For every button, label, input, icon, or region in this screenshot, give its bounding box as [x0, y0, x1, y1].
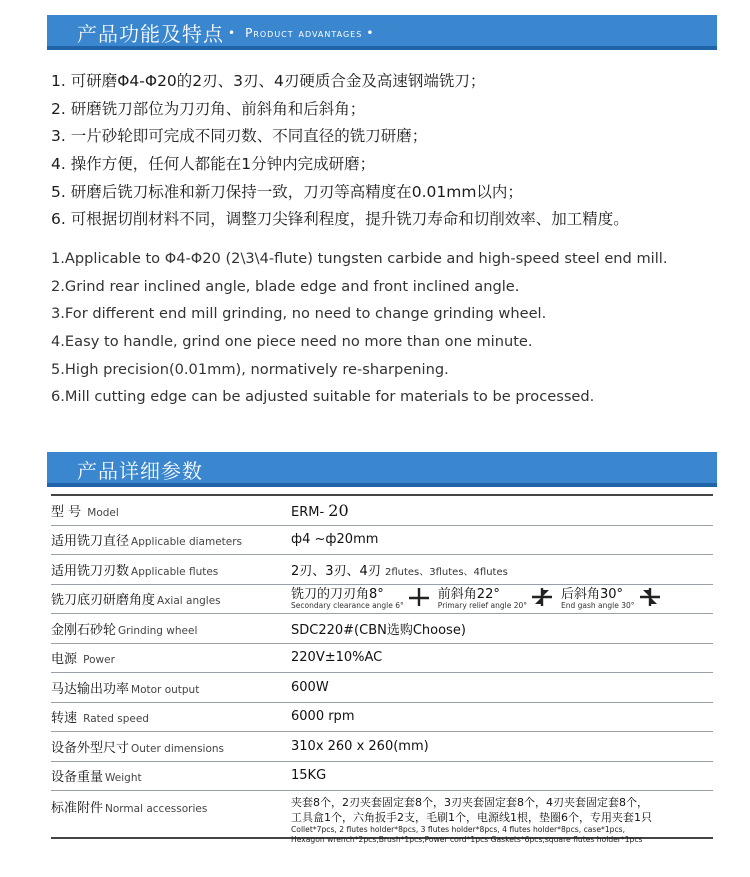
row-value: 600W [291, 679, 329, 695]
specs-title: 产品详细参数 [77, 459, 203, 483]
row-label: 设备重量 Weight [51, 770, 142, 786]
table-row-diameter [51, 526, 713, 556]
list-item: 4. 操作方便，任何人都能在1分钟内完成研磨； [51, 155, 376, 174]
list-item: 3.For different end mill grinding, no need to change grinding wheel. [51, 305, 547, 323]
row-label: 标准附件 Normal accessories [51, 801, 208, 816]
end-mill-gash-icon [639, 587, 661, 611]
list-item: 3. 一片砂轮即可完成不同刃数、不同直径的铣刀研磨； [51, 127, 428, 146]
row-value: 2刃、3刃、4刃 2flutes、3flutes、4flutes [291, 563, 508, 579]
table-row-motor [51, 673, 713, 703]
angle-primary: 前斜角22° Primary relief angle 20° [437, 587, 527, 610]
row-value: 15KG [291, 768, 327, 784]
list-item: 2. 研磨铣刀部位为刀刃角、前斜角和后斜角； [51, 99, 366, 118]
list-item: 5.High precision(0.01mm), normatively re-sharpening. [51, 360, 449, 378]
table-row-flutes [51, 555, 713, 585]
table-row-speed [51, 703, 713, 733]
list-item: 6.Mill cutting edge can be adjusted suitable for materials to be processed. [51, 388, 595, 406]
row-label: 铣刀底刃研磨角度 Axial angles [51, 593, 221, 609]
list-item: 1.Applicable to Φ4-Φ20 (2\3\4-flute) tungsten carbide and high-speed steel end mill. [51, 250, 668, 267]
table-row-dimensions [51, 732, 713, 762]
angle-secondary: 铣刀的刀刃角8° Secondary clearance angle 6° [291, 587, 404, 610]
advantages-banner [47, 15, 717, 50]
angle-gash: 后斜角30° End gash angle 30° [561, 587, 635, 610]
end-mill-cross-icon [408, 587, 430, 611]
list-item: 6. 可根据切削材料不同，调整刀尖锋利程度，提升铣刀寿命和切削效率、加工精度。 [51, 210, 629, 229]
list-item: 4.Easy to handle, grind one piece need no more than one minute. [51, 333, 533, 351]
table-row-accessories [51, 791, 713, 844]
row-label: 马达输出功率 Motor output [51, 681, 200, 697]
row-value [291, 791, 652, 845]
table-row-weight [51, 762, 713, 792]
list-item: 2.Grind rear inclined angle, blade edge and front inclined angle. [51, 277, 520, 295]
table-row-model [51, 494, 713, 526]
row-label: 转速 Rated speed [51, 711, 149, 727]
row-label: 金刚石砂轮 Grinding wheel [51, 622, 198, 638]
row-value: 220V±10%AC [291, 650, 383, 666]
end-mill-flute-icon [531, 587, 553, 611]
title-dot-right: • [366, 25, 374, 40]
row-label: 电源 Power [51, 652, 115, 668]
row-label: 适用铣刀直径 Applicable diameters [51, 534, 243, 550]
advantages-en-list [51, 245, 731, 411]
advantages-zh-list [51, 68, 731, 234]
row-value: SDC220#(CBN选购Choose) [291, 622, 466, 638]
row-label: 设备外型尺寸 Outer dimensions [51, 740, 225, 756]
accessories-zh-line: 工具盒1个，六角扳手2支，毛刷1个，电源线1根，垫圈6个，专用夹套1只 [291, 811, 652, 824]
row-label: 型 号 Model [51, 504, 119, 520]
table-row-wheel [51, 614, 713, 644]
row-value: ERM- 20 [291, 500, 349, 520]
table-row-axial [51, 585, 713, 615]
accessories-en-line: Hexagon wrench*2pcs,Brush*1pcs,Power cord*1pcs Gaskets*6pcs,square flutes holder*1pcs [291, 835, 643, 844]
row-value: 310x 260 x 260(mm) [291, 738, 429, 754]
accessories-en-line: Collet*7pcs, 2 flutes holder*8pcs, 3 flutes holder*8pcs, 4 flutes holder*8pcs, case*1pcs, [291, 825, 626, 834]
row-value: ф4 ~ф20mm [291, 532, 379, 548]
title-dot-left: • [228, 25, 236, 40]
list-item: 5. 研磨后铣刀标准和新刀保持一致，刀刃等高精度在0.01mm以内； [51, 182, 523, 201]
advantages-title-en: Product advantages [245, 25, 363, 40]
row-value [291, 587, 665, 611]
list-item: 1. 可研磨Φ4-Φ20的2刃、3刃、4刃硬质合金及高速钢端铣刀； [51, 72, 486, 90]
advantages-title: 产品功能及特点 [77, 22, 224, 46]
row-label: 适用铣刀刃数 Applicable flutes [51, 563, 219, 579]
table-row-power [51, 644, 713, 674]
spec-table [51, 494, 713, 844]
row-value: 6000 rpm [291, 709, 355, 725]
accessories-zh-line: 夹套8个，2刃夹套固定套8个，3刃夹套固定套8个，4刃夹套固定套8个， [291, 796, 648, 809]
specs-banner [47, 452, 717, 487]
